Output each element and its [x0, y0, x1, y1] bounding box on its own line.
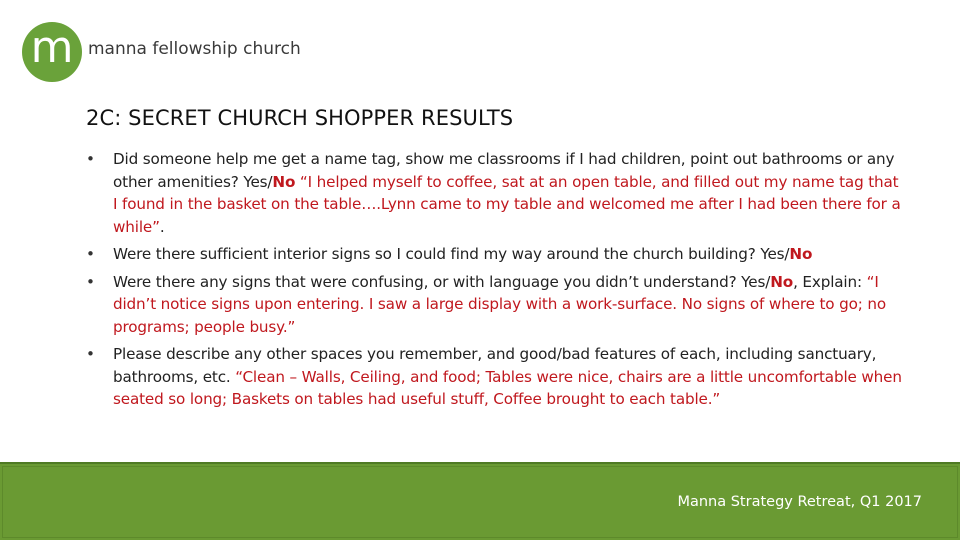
response-text: “I helped myself to coffee, sat at an open table, and filled out my name tag that I found in the basket on the table….Lynn came to my table and welcomed me after I had been there for a while”: [113, 172, 901, 236]
question-text: Were there any signs that were confusing, or with language you didn’t understand? Yes/: [113, 272, 771, 291]
bullet-item-name-tag: [86, 148, 906, 238]
footer-text: Manna Strategy Retreat, Q1 2017: [677, 494, 922, 510]
bullet-item-interior-signs: [86, 243, 906, 266]
answer-no: No: [770, 272, 794, 291]
question-text: Were there sufficient interior signs so I could find my way around the church building? Yes/: [113, 245, 790, 263]
question-text: Please describe any other spaces you remember, and good/bad features of each, including sanctuary, bathrooms, etc.: [113, 345, 877, 386]
church-logo: [22, 22, 82, 82]
answer-no: No: [272, 172, 296, 191]
trailing-period: .: [159, 217, 165, 236]
explain-label: , Explain:: [793, 272, 867, 291]
bullet-item-other-spaces: [86, 343, 906, 411]
bullet-item-confusing-signs: [86, 271, 906, 339]
response-text: “I didn’t notice signs upon entering. I saw a large display with a work-surface. No signs of where to go; no programs; people busy.”: [113, 272, 887, 336]
logo-letter: m: [30, 22, 74, 73]
brand-name: manna fellowship church: [88, 39, 301, 59]
bullet-list: [86, 148, 906, 416]
slide-title: 2C: SECRET CHURCH SHOPPER RESULTS: [86, 106, 514, 130]
answer-no: No: [789, 245, 813, 263]
question-text: Did someone help me get a name tag, show me classrooms if I had children, point out bathrooms or any other amenities? Yes/: [113, 150, 895, 191]
footer-bar: [0, 462, 960, 540]
response-text: “Clean – Walls, Ceiling, and food; Tables were nice, chairs are a little uncomfortable when seated so long; Baskets on tables had useful stuff, Coffee brought to each table.”: [113, 367, 902, 408]
